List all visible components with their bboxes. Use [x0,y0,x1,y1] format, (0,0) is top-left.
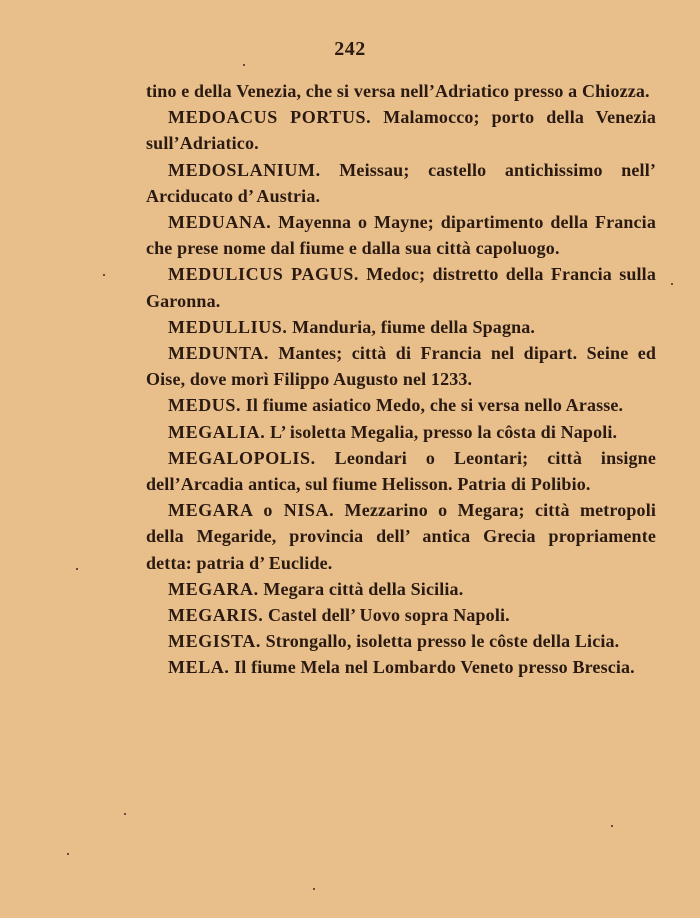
entry-text: Il fiume asiatico Medo, che si versa nello Arasse. [241,395,624,416]
entry-text: Manduria, fiume della Spagna. [287,316,536,337]
entry-text: Meissau; castello antichissimo nell’ Arciducato d’ Austria. [146,159,656,206]
entry-headword: MELA. [168,657,230,678]
dictionary-entry [146,209,656,261]
entry-text: Medoc; distretto della Francia sulla Garonna. [146,264,656,311]
print-speck [124,813,126,815]
entry-headword: MEDOACUS PORTUS. [168,107,372,128]
dictionary-entry [146,445,656,497]
entry-text: L’ isoletta Megalia, presso la côsta di Napoli. [265,421,618,442]
dictionary-entry [146,628,656,654]
entry-headword: MEGALIA. [168,421,266,442]
entry-headword: MEGARA. [168,578,259,599]
dictionary-entry [146,419,656,445]
print-speck [76,568,78,570]
dictionary-entry [146,340,656,392]
entry-text: Castel dell’ Uovo sopra Napoli. [263,605,510,626]
continuation-paragraph [146,78,656,104]
entry-headword: MEDUS. [168,395,242,416]
entry-text: Mayenna o Mayne; dipartimento della Francia che prese nome dal fiume e dalla sua città capoluogo. [146,212,656,259]
dictionary-entry [146,314,656,340]
entry-headword: MEDUANA. [168,212,272,233]
entry-text: tino e della Venezia, che si versa nell’Adriatico presso a Chiozza. [146,81,650,101]
print-speck [671,283,673,285]
entry-text: Strongallo, isoletta presso le côste della Licia. [260,631,620,652]
entry-headword: MEDULLIUS. [168,316,288,337]
dictionary-entry [146,497,656,576]
entry-text: Mezzarino o Megara; città metropoli della Megaride, provincia dell’ antica Grecia propriamente detta: patria d’ Euclide. [146,500,657,573]
print-speck [611,825,613,827]
entry-headword: MEGARA o NISA. [168,500,335,521]
dictionary-text [146,78,656,681]
entry-headword: MEDOSLANIUM. [168,159,321,180]
dictionary-entry [146,392,656,418]
print-speck [103,274,105,276]
dictionary-entry [146,104,656,156]
entry-headword: MEDUNTA. [168,343,269,364]
entry-text: Leondari o Leontari; città insigne dell’Arcadia antica, sul fiume Helisson. Patria di Polibio. [146,447,656,495]
print-speck [313,888,315,890]
print-speck [67,853,69,855]
entry-headword: MEGALOPOLIS. [168,447,316,468]
page-number: 242 [334,38,366,60]
entry-text: Il fiume Mela nel Lombardo Veneto presso Brescia. [229,657,635,678]
entry-text: Mantes; città di Francia nel dipart. Seine ed Oise, dove morì Filippo Augusto nel 1233. [146,343,656,390]
entry-text: Malamocco; porto della Venezia sull’Adriatico. [146,107,656,154]
entry-headword: MEGISTA. [168,631,261,652]
entry-headword: MEDULICUS PAGUS. [168,264,359,285]
dictionary-entry [146,261,656,313]
dictionary-entry [146,157,656,209]
print-speck [243,64,245,66]
entry-text: Megara città della Sicilia. [258,578,464,599]
entry-headword: MEGARIS. [168,605,264,626]
dictionary-entry [146,602,656,628]
dictionary-entry [146,654,656,680]
dictionary-entry [146,576,656,602]
